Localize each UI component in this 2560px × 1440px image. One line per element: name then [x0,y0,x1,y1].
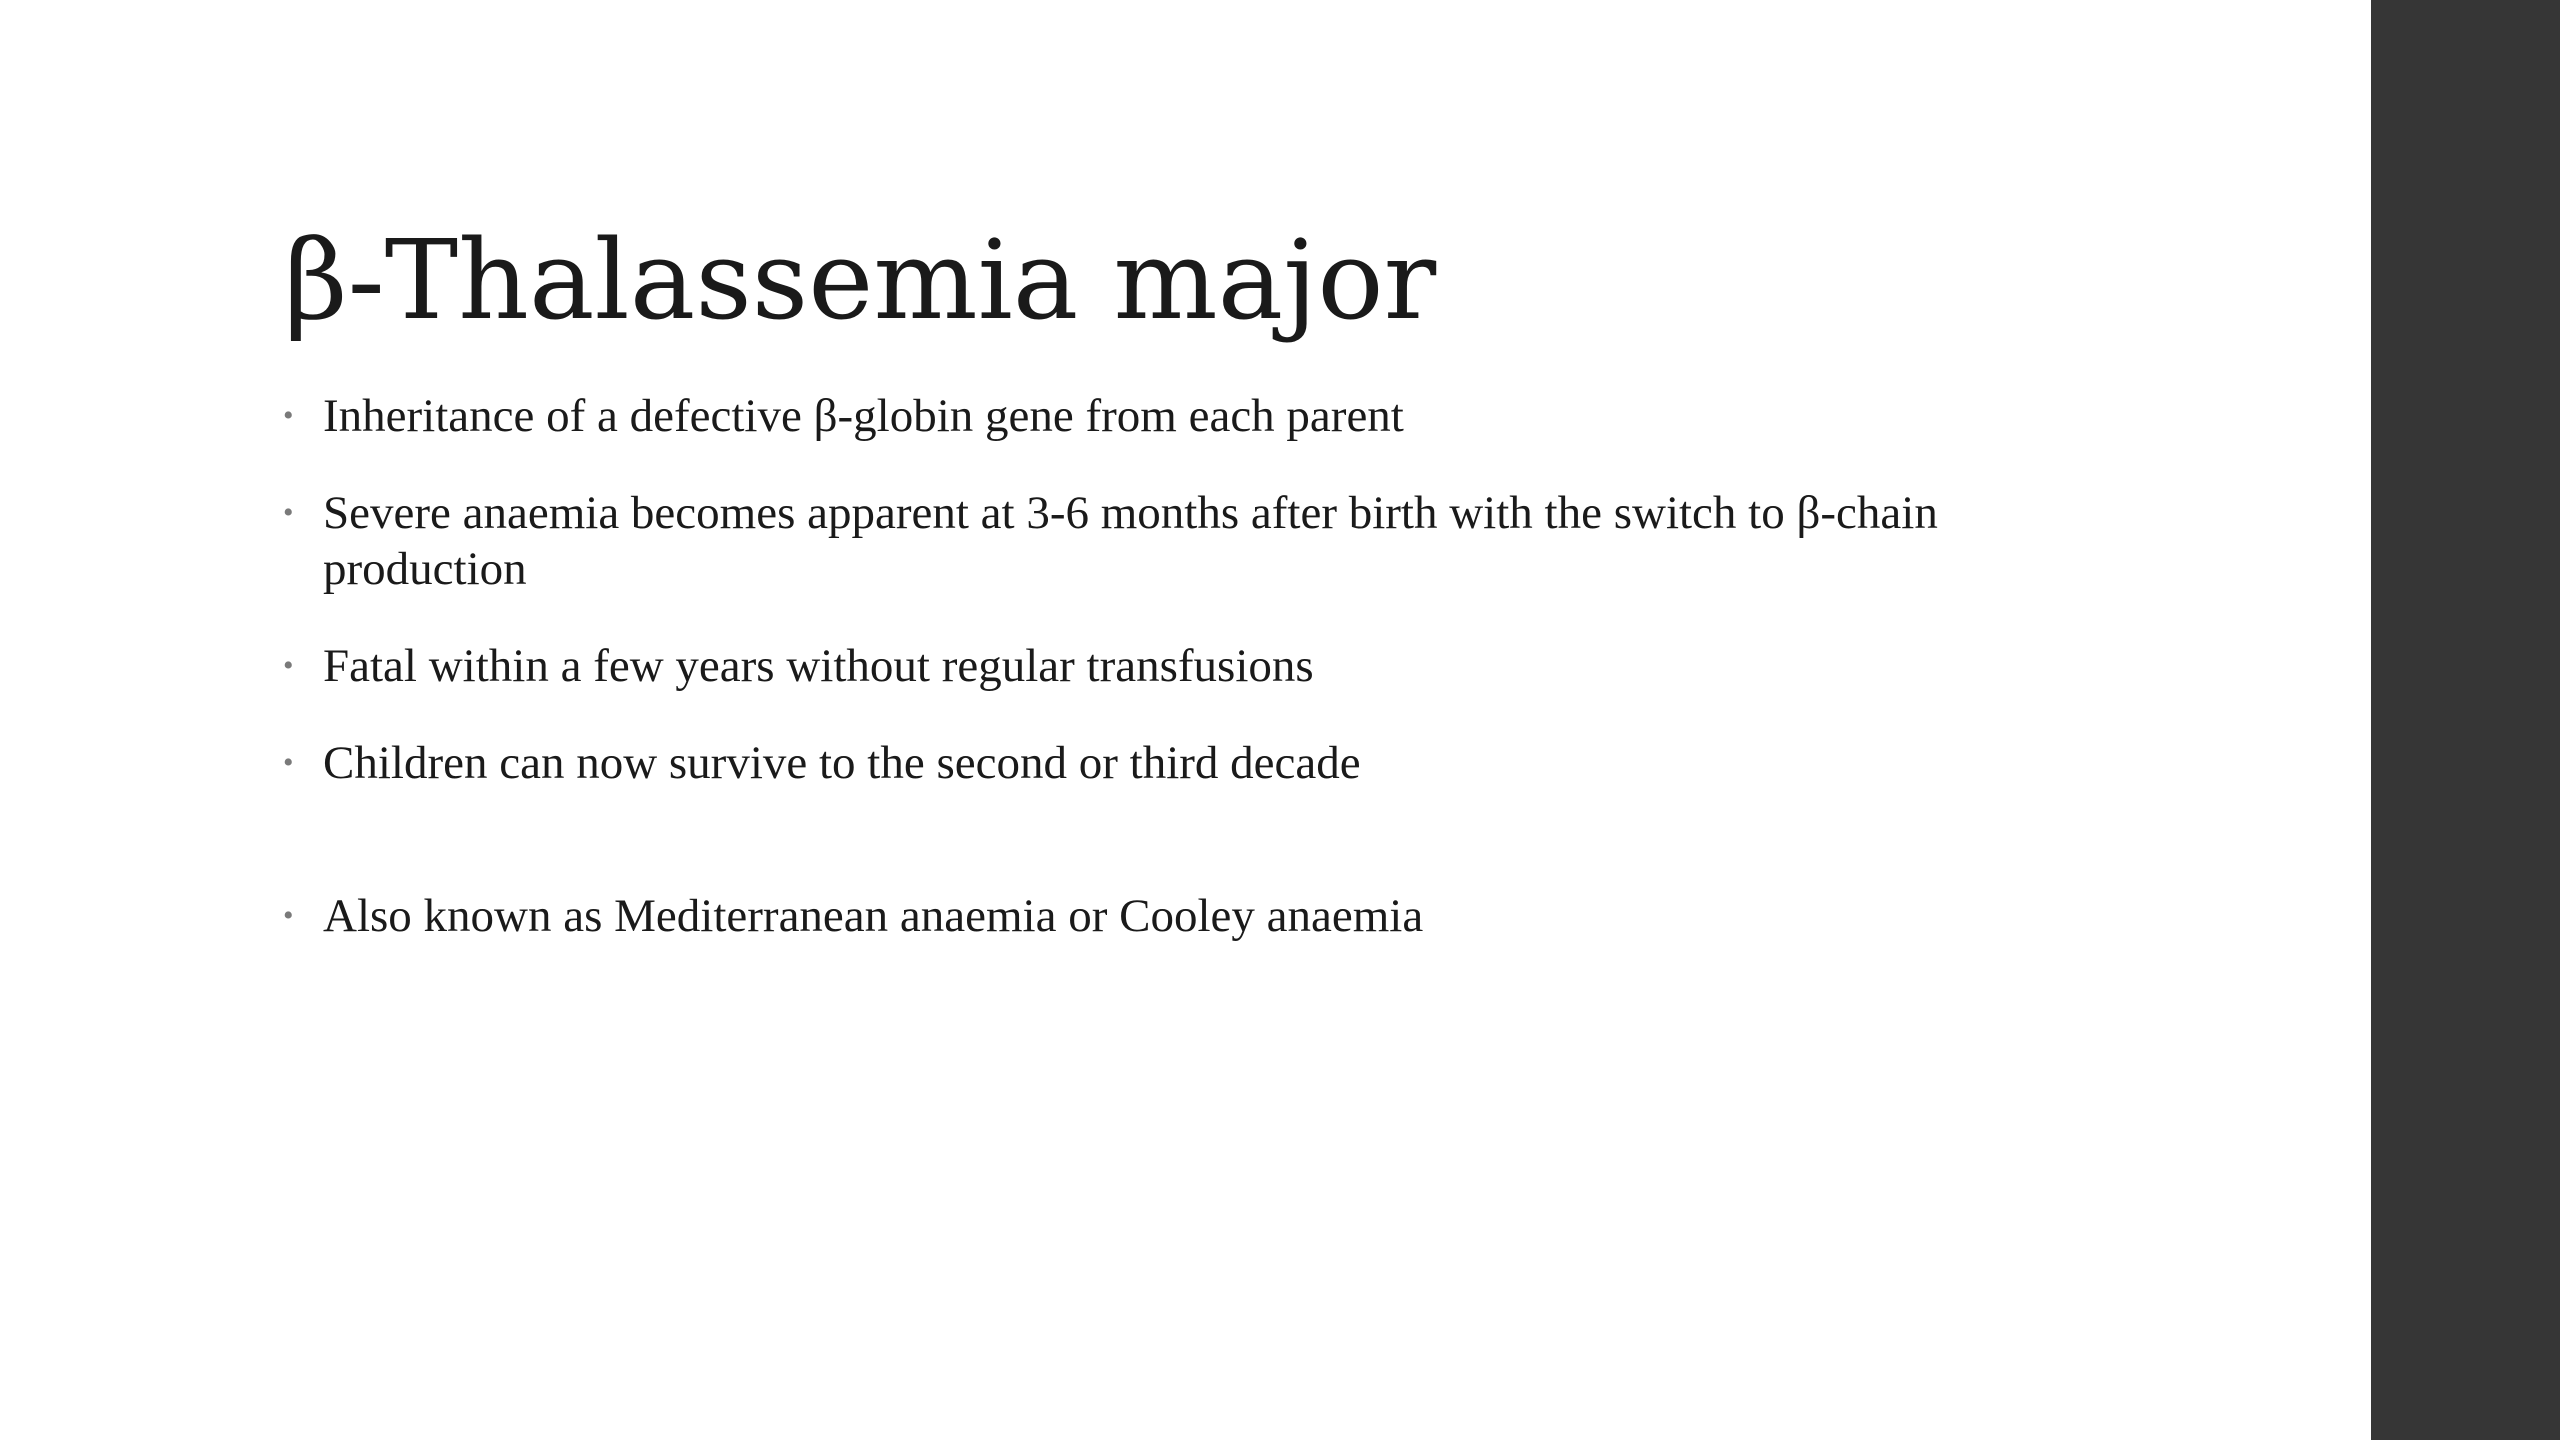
list-item [283,888,2043,944]
bullet-text: Children can now survive to the second or third decade [323,737,1361,789]
bullet-text: Severe anaemia becomes apparent at 3-6 months after birth with the switch to β-chain production [323,487,1938,595]
bullet-text: Also known as Mediterranean anaemia or Cooley anaemia [323,890,1424,942]
bullet-icon: • [283,746,294,779]
list-item [283,638,2043,694]
bullet-list [283,388,2043,985]
bullet-icon: • [283,899,294,932]
bullet-icon: • [283,399,294,432]
list-item [283,735,2043,791]
bullet-text: Inheritance of a defective β-globin gene from each parent [323,390,1404,442]
side-panel [2371,0,2560,1440]
bullet-icon: • [283,496,294,529]
bullet-icon: • [283,649,294,682]
slide-title: β-Thalassemia major [284,216,1437,344]
list-item [283,485,2043,597]
bullet-text: Fatal within a few years without regular transfusions [323,640,1314,692]
list-item [283,388,2043,444]
